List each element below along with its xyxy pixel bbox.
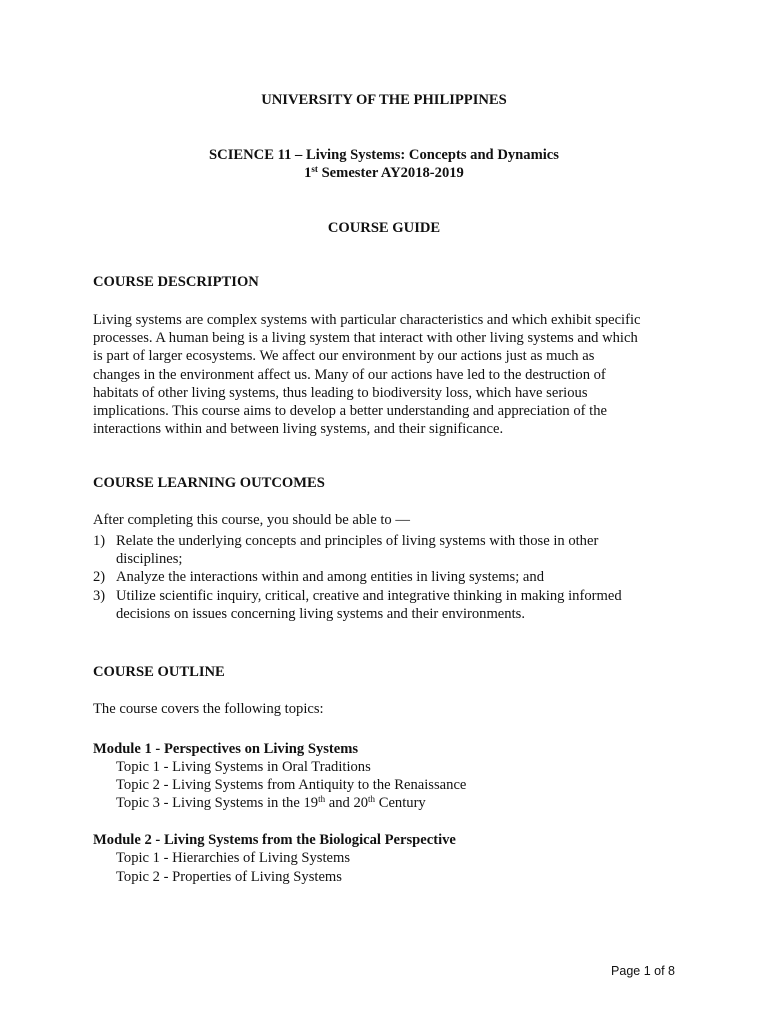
semester-ordinal-suffix: st — [311, 164, 318, 174]
description-line: changes in the environment affect us. Many of our actions have led to the destruction of — [93, 366, 606, 383]
module-1-topic-2: Topic 2 - Living Systems from Antiquity to the Renaissance — [116, 777, 467, 793]
description-line: processes. A human being is a living system that interact with other living systems and which — [93, 330, 638, 347]
outcome-line: Utilize scientific inquiry, critical, creative and integrative thinking in making informed — [116, 587, 622, 604]
topic-3-text-b: and 20 — [325, 795, 369, 811]
outcome-line: Relate the underlying concepts and principles of living systems with those in other — [116, 533, 599, 549]
module-1-topic-3 — [116, 795, 426, 812]
description-line: implications. This course aims to develop a better understanding and appreciation of the — [93, 402, 608, 419]
outcome-line: Analyze the interactions within and among entities in living systems; and — [116, 569, 545, 586]
course-outline-intro: The course covers the following topics: — [93, 701, 324, 717]
outcome-line: decisions on issues concerning living systems and their environments. — [116, 605, 525, 622]
outcome-number: 2) — [93, 569, 106, 586]
module-1-topic-1: Topic 1 - Living Systems in Oral Traditions — [116, 759, 371, 775]
module-2-topic-1: Topic 1 - Hierarchies of Living Systems — [116, 850, 351, 866]
outcome-number: 1) — [93, 533, 106, 549]
outcome-line: disciplines; — [116, 551, 183, 568]
page-number: Page 1 of 8 — [611, 964, 675, 978]
course-description-heading: COURSE DESCRIPTION — [93, 274, 259, 290]
topic-3-sup-2: th — [368, 794, 376, 804]
learning-outcomes-heading: COURSE LEARNING OUTCOMES — [93, 475, 325, 491]
course-outline-heading: COURSE OUTLINE — [93, 664, 225, 680]
description-line: is part of larger ecosystems. We affect our environment by our actions just as much as — [93, 348, 595, 365]
module-2-title: Module 2 - Living Systems from the Biological Perspective — [93, 832, 456, 848]
outcome-item — [93, 568, 693, 586]
topic-3-text-c: Century — [375, 795, 426, 811]
description-line: habitats of other living systems, thus leading to biodiversity loss, which have serious — [93, 384, 588, 401]
description-line: interactions within and between living systems, and their significance. — [93, 421, 504, 438]
module-1-title: Module 1 - Perspectives on Living Systems — [93, 741, 359, 757]
description-line: Living systems are complex systems with particular characteristics and which exhibit specific — [93, 312, 641, 328]
learning-outcomes-intro: After completing this course, you should be able to — — [93, 512, 410, 528]
outcome-item — [93, 532, 693, 568]
document-title: COURSE GUIDE — [327, 220, 441, 236]
outcome-item — [93, 587, 693, 623]
course-title: SCIENCE 11 – Living Systems: Concepts and Dynamics — [209, 147, 559, 163]
learning-outcomes-list — [93, 532, 693, 623]
semester-ordinal-number: 1 — [304, 165, 312, 181]
course-description-paragraph — [93, 311, 693, 438]
outcome-number: 3) — [93, 587, 106, 604]
university-name: UNIVERSITY OF THE PHILIPPINES — [261, 92, 507, 108]
semester-line — [0, 165, 768, 182]
topic-3-sup-1: th — [318, 794, 326, 804]
module-2-topic-2: Topic 2 - Properties of Living Systems — [116, 869, 342, 885]
semester-text: Semester AY2018-2019 — [317, 165, 464, 181]
topic-3-text-a: Topic 3 - Living Systems in the 19 — [116, 795, 319, 811]
